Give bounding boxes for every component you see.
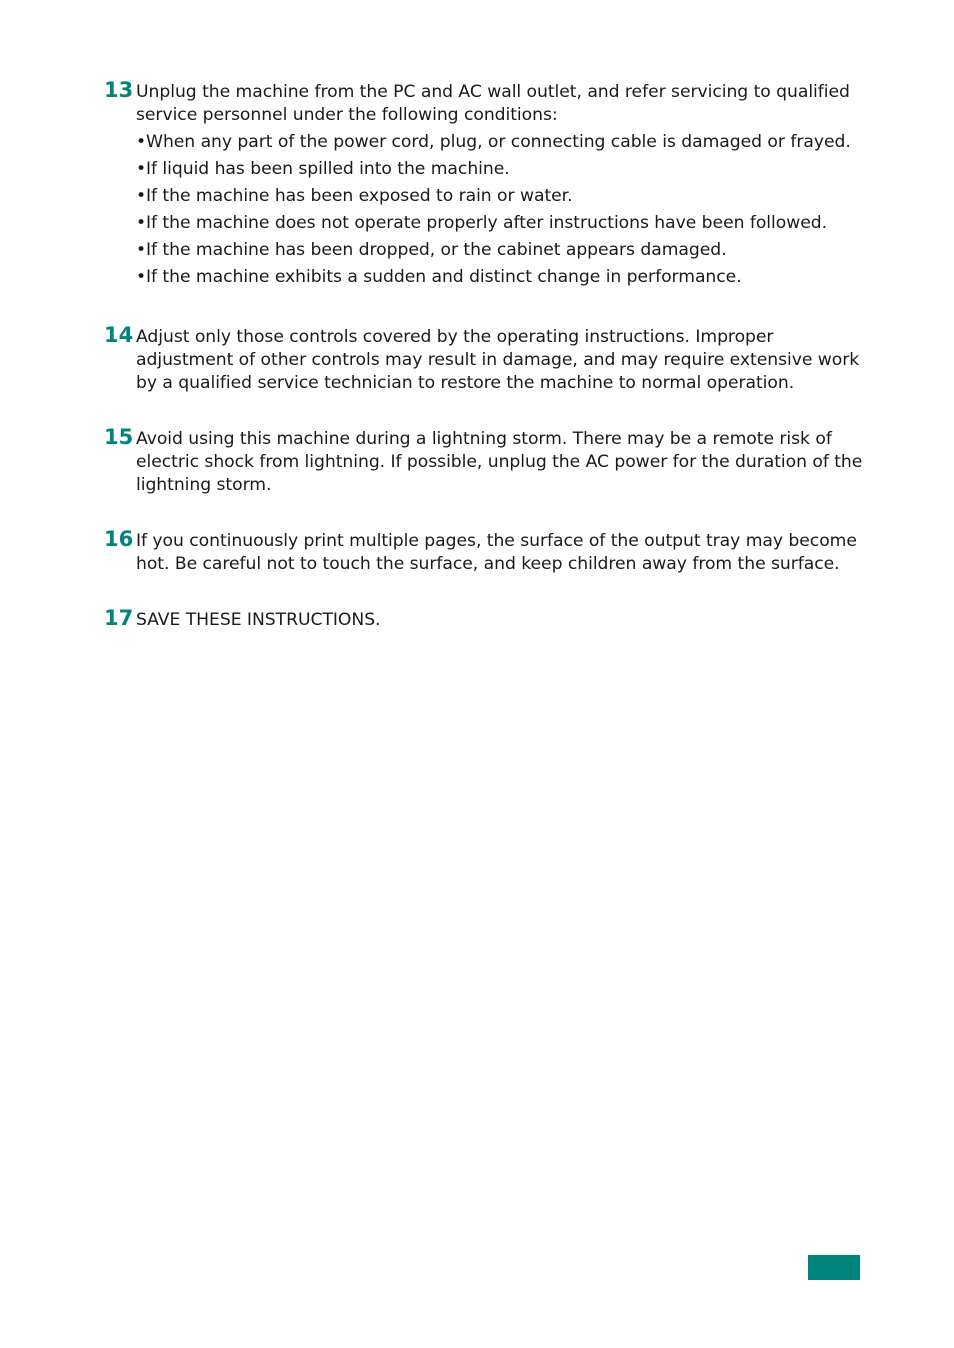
- item-body: [136, 527, 864, 576]
- item-text: SAVE THESE INSTRUCTIONS.: [136, 610, 381, 630]
- item-text: If you continuously print multiple pages, the surface of the output tray may become hot. Be careful not to touch the surface, and keep children away from the surface.: [136, 531, 857, 574]
- item-number: 14: [104, 323, 134, 347]
- item-number: 17: [104, 606, 134, 630]
- list-item: • When any part of the power cord, plug, or connecting cable is damaged or frayed.: [136, 131, 864, 153]
- item-body: [136, 323, 864, 395]
- item-text: Adjust only those controls covered by the operating instructions. Improper adjustment of other controls may result in damage, and may require extensive work by a qualified service technician to restore the machine to normal operation.: [136, 327, 860, 393]
- list-item: • If the machine has been exposed to rain or water.: [136, 185, 864, 207]
- item-body: [136, 425, 864, 497]
- page-number-tab: [808, 1255, 860, 1280]
- item-text: Avoid using this machine during a lightning storm. There may be a remote risk of electric shock from lightning. If possible, unplug the AC power for the duration of the lightning storm.: [136, 429, 863, 495]
- list-item: • If the machine does not operate properly after instructions have been followed.: [136, 212, 864, 234]
- instructions-list: [104, 78, 864, 662]
- list-item: • If the machine exhibits a sudden and distinct change in performance.: [136, 266, 864, 288]
- condition-list: [136, 131, 864, 288]
- instruction-item-17: [104, 606, 864, 632]
- list-item: • If the machine has been dropped, or the cabinet appears damaged.: [136, 239, 864, 261]
- item-text: Unplug the machine from the PC and AC wall outlet, and refer servicing to qualified service personnel under the following conditions:: [136, 82, 850, 125]
- list-item: • If liquid has been spilled into the machine.: [136, 158, 864, 180]
- instruction-item-13: [104, 78, 864, 293]
- item-body: [136, 606, 864, 632]
- instruction-item-14: [104, 323, 864, 395]
- instruction-item-16: [104, 527, 864, 576]
- item-body: [136, 78, 864, 293]
- instruction-item-15: [104, 425, 864, 497]
- item-number: 16: [104, 527, 134, 551]
- item-number: 15: [104, 425, 134, 449]
- item-number: 13: [104, 78, 134, 102]
